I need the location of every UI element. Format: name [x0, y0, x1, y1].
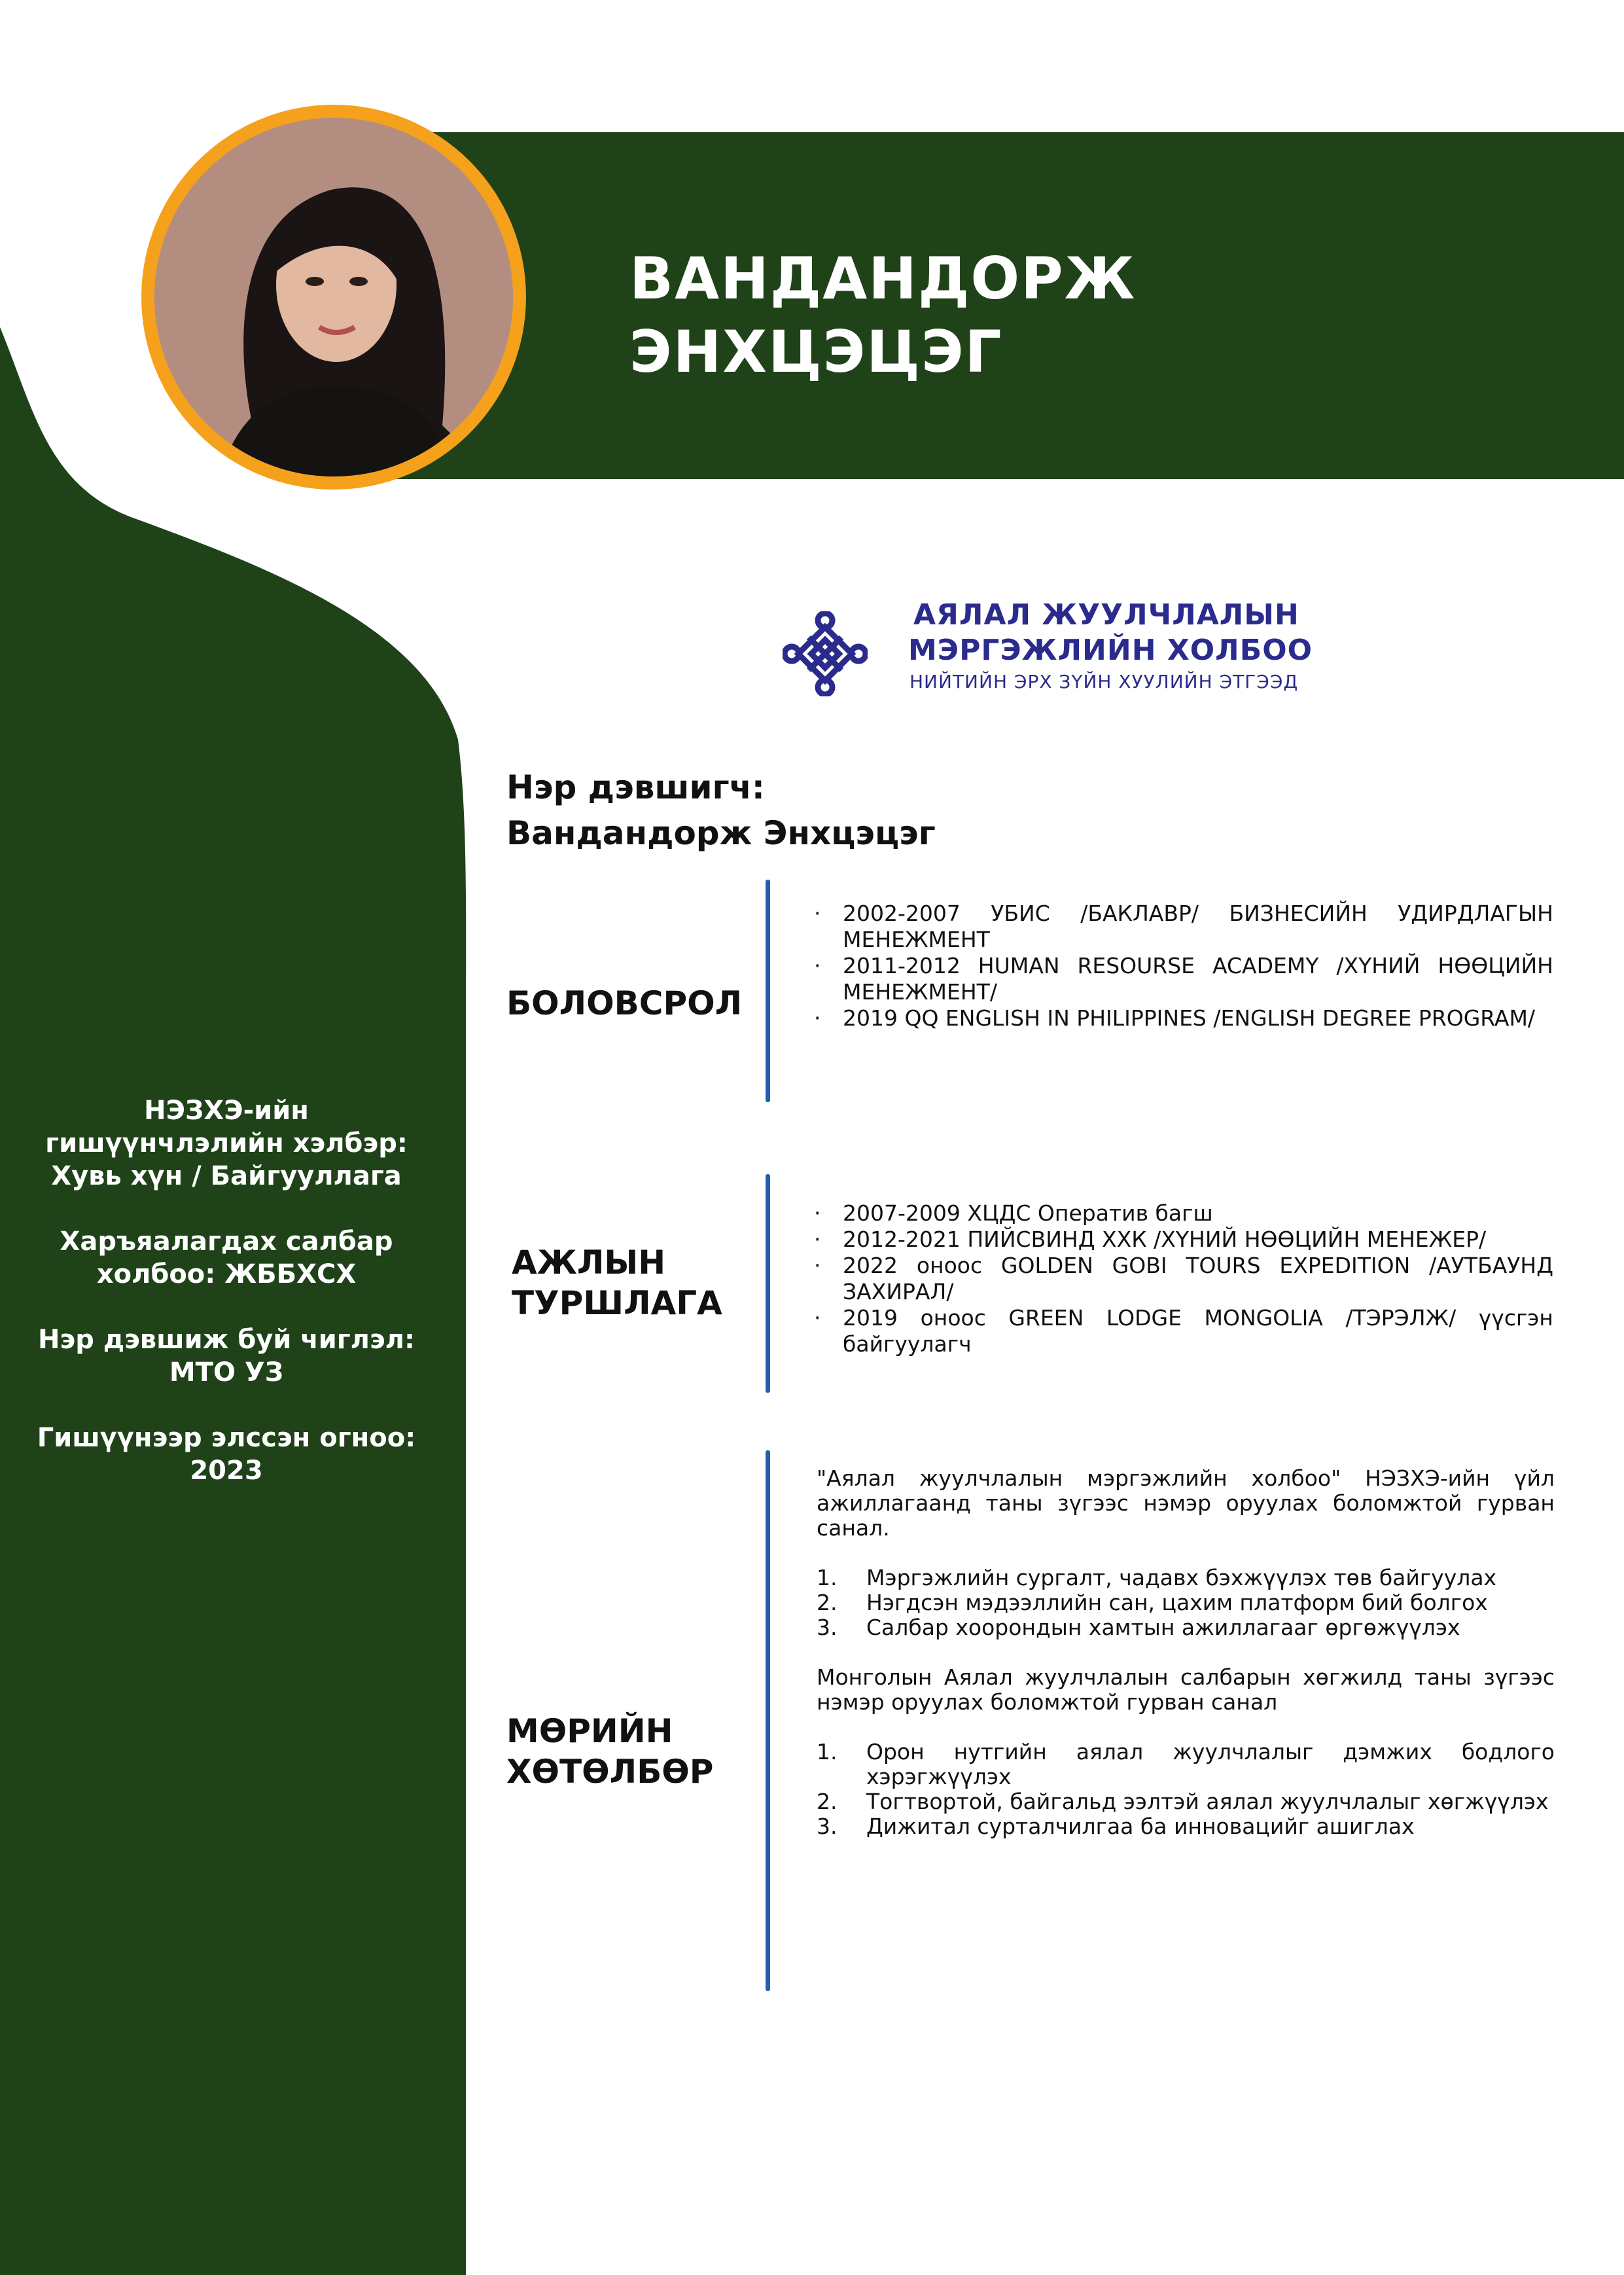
list-item: 1. Мэргэжлийн сургалт, чадавх бэхжүүлэх төв байгуулах [817, 1565, 1497, 1590]
membership-date: Гишүүнээр элссэн огноо: 2023 [37, 1423, 416, 1486]
experience-title [512, 1242, 722, 1323]
logo-title-line1: АЯЛАЛ ЖУУЛЧЛАЛЫН [913, 598, 1299, 632]
list-item: 1. Орон нутгийн аялал жуулчлалыг дэмжих бодлого хэрэгжүүлэх [817, 1739, 1555, 1789]
list-item: · 2002-2007 УБИС /БАКЛАВР/ БИЗНЕСИЙН УДИРДЛАГЫН МЕНЕЖМЕНТ [814, 901, 1553, 953]
list-item: · 2011-2012 HUMAN RESOURSE ACADEMY /ХҮНИЙ НӨӨЦИЙН МЕНЕЖМЕНТ/ [814, 953, 1553, 1005]
list-item: 2. Нэгдсэн мэдээллийн сан, цахим платформ бий болгох [817, 1590, 1488, 1615]
program-title [506, 1711, 713, 1792]
list-item: · 2012-2021 ПИЙСВИНД ХХК /ХҮНИЙ НӨӨЦИЙН МЕНЕЖЕР/ [814, 1227, 1553, 1253]
membership-type: НЭЗХЭ-ийн гишүүнчлэлийн хэлбэр: Хувь хүн / Байгууллага [45, 1096, 408, 1191]
experience-list [814, 1200, 1553, 1357]
list-item: 2. Тогтвортой, байгальд ээлтэй аялал жуулчлалыг хөгжүүлэх [817, 1789, 1549, 1814]
experience-divider [766, 1174, 770, 1393]
candidate-name: Вандандорж Энхцэцэг [506, 814, 936, 852]
list-item: 3. Дижитал сурталчилгаа ба инновацийг ашиглах [817, 1814, 1415, 1839]
program-intro-1: "Аялал жуулчлалын мэргэжлийн холбоо" НЭЗХЭ-ийн үйл ажиллагаанд таны зүгээс нэмэр оруулах боломжтой гурван санал. [817, 1465, 1555, 1541]
candidate-label: Нэр дэвшигч: [506, 768, 765, 806]
list-item: · 2022 оноос GOLDEN GOBI TOURS EXPEDITION /АУТБАУНД ЗАХИРАЛ/ [814, 1253, 1553, 1305]
header-name-line1: ВАНДАНДОРЖ [629, 245, 1137, 312]
logo-title-line2: МЭРГЭЖЛИЙН ХОЛБОО [908, 634, 1313, 667]
candidate-heading [506, 764, 936, 856]
affiliated-branch: Харъяалагдах салбар холбоо: ЖББХСХ [60, 1227, 393, 1289]
header-name-line2: ЭНХЦЭЦЭГ [629, 318, 1003, 385]
education-list [814, 901, 1553, 1031]
list-item: 3. Салбар хоорондын хамтын ажиллагааг өргөжүүлэх [817, 1615, 1460, 1640]
experience-title-line1: АЖЛЫН [512, 1244, 666, 1281]
endless-knot-icon [783, 611, 868, 696]
education-title: БОЛОВСРОЛ [506, 984, 743, 1022]
program-list-1 [817, 1566, 1555, 1640]
program-intro-2: Монголын Аялал жуулчлалын салбарын хөгжилд таны зүгээс нэмэр оруулах боломжтой гурван санал [817, 1664, 1555, 1715]
list-item: · 2019 оноос GREEN LODGE MONGOLIA /ТЭРЭЛЖ/ үүсгэн байгуулагч [814, 1305, 1553, 1357]
education-divider [766, 880, 770, 1102]
nomination-direction: Нэр дэвшиж буй чиглэл: МТО УЗ [38, 1325, 415, 1388]
program-title-line2: ХӨТӨЛБӨР [506, 1753, 714, 1791]
header-name [629, 242, 1136, 389]
sidebar-info [26, 1094, 427, 1520]
association-logo [783, 593, 1319, 698]
program-content [817, 1466, 1555, 1839]
logo-subtitle: НИЙТИЙН ЭРХ ЗҮЙН ХУУЛИЙН ЭТГЭЭД [909, 671, 1299, 692]
experience-title-line2: ТУРШЛАГА [512, 1284, 722, 1322]
candidate-photo [154, 118, 513, 476]
program-title-line1: МӨРИЙН [506, 1712, 673, 1750]
photo-frame [141, 105, 526, 490]
program-list-2 [817, 1740, 1555, 1839]
program-divider [766, 1450, 770, 1991]
list-item: · 2019 QQ ENGLISH IN PHILIPPINES /ENGLISH DEGREE PROGRAM/ [814, 1005, 1553, 1031]
list-item: · 2007-2009 ХЦДС Оператив багш [814, 1200, 1553, 1227]
